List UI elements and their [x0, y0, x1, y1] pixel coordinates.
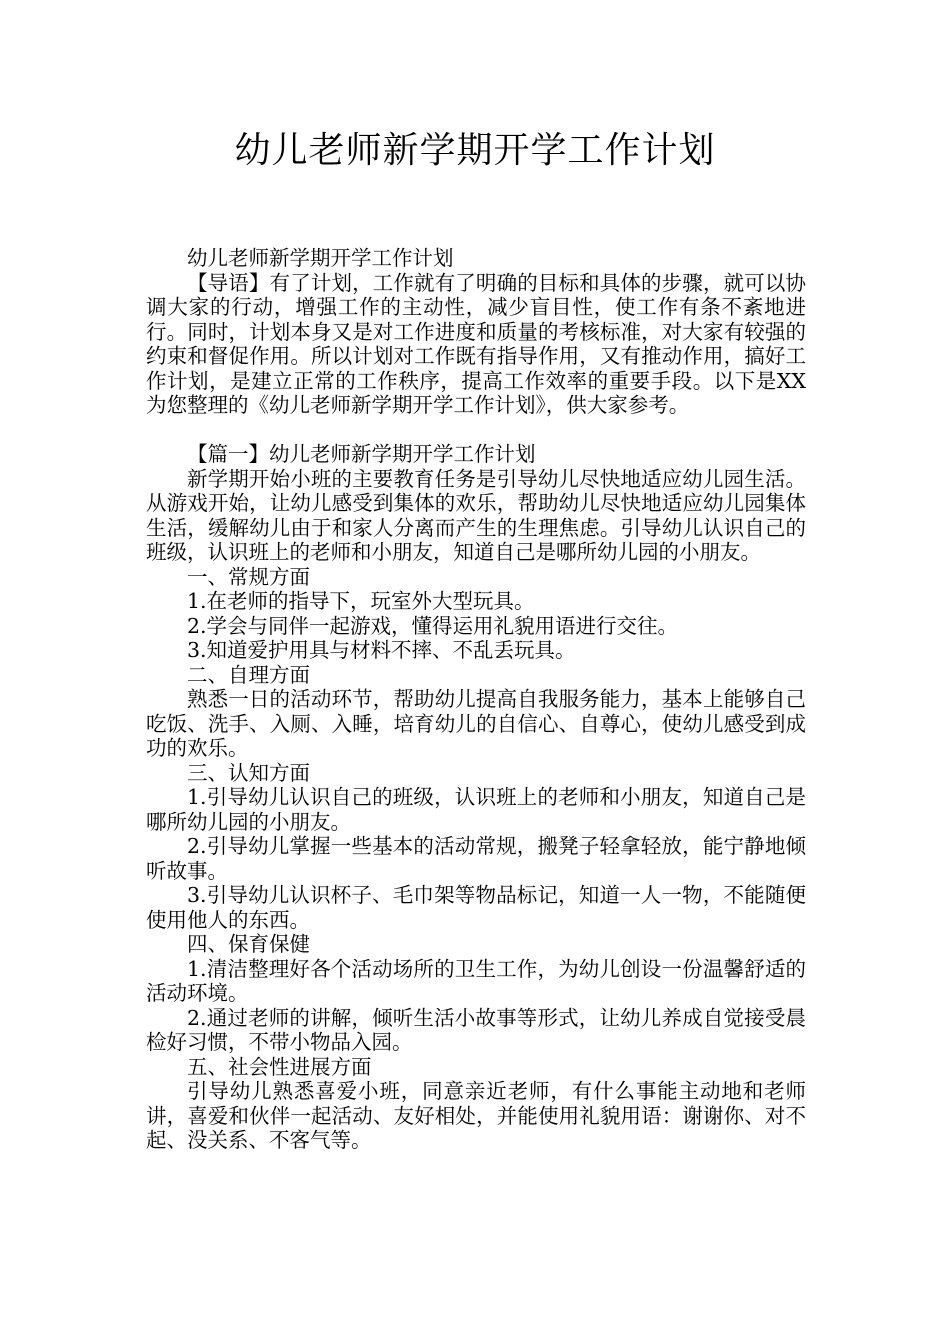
body-paragraph: 熟悉一日的活动环节，帮助幼儿提高自我服务能力，基本上能够自己吃饭、洗手、入厕、入睡，培育幼儿的自信心、自尊心，使幼儿感受到成功的欢乐。	[146, 687, 806, 760]
list-item: 3.引导幼儿认识杯子、毛巾架等物品标记，知道一人一物，不能随便使用他人的东西。	[146, 883, 806, 932]
document-body	[146, 246, 806, 1153]
document-title: 幼儿老师新学期开学工作计划	[234, 130, 716, 171]
list-item: 3.知道爱护用具与材料不摔、不乱丢玩具。	[187, 638, 576, 662]
list-item: 2.引导幼儿掌握一些基本的活动常规，搬凳子轻拿轻放，能宁静地倾听故事。	[146, 834, 806, 883]
section-heading: 二、自理方面	[187, 662, 310, 687]
section-heading: 【篇一】幼儿老师新学期开学工作计划	[187, 442, 536, 466]
section-heading: 四、保育保健	[187, 932, 310, 956]
paragraph-gap	[146, 418, 806, 443]
subtitle-paragraph: 幼儿老师新学期开学工作计划	[187, 246, 454, 270]
section-heading: 五、社会性进展方面	[187, 1054, 372, 1079]
body-paragraph: 引导幼儿熟悉喜爱小班，同意亲近老师，有什么事能主动地和老师讲，喜爱和伙伴一起活动、友好相处，并能使用礼貌用语：谢谢你、对不起、没关系、不客气等。	[146, 1079, 806, 1152]
section-heading: 一、常规方面	[187, 564, 310, 589]
list-item: 1.在老师的指导下，玩室外大型玩具。	[187, 589, 535, 613]
list-item: 1.引导幼儿认识自己的班级，认识班上的老师和小朋友，知道自己是哪所幼儿园的小朋友。	[146, 785, 806, 834]
list-item: 2.学会与同伴一起游戏，懂得运用礼貌用语进行交往。	[187, 613, 679, 638]
section-heading: 三、认知方面	[187, 760, 310, 785]
list-item: 2.通过老师的讲解，倾听生活小故事等形式，让幼儿养成自觉接受晨检好习惯，不带小物品入园。	[146, 1005, 806, 1054]
list-item: 1.清洁整理好各个活动场所的卫生工作，为幼儿创设一份温馨舒适的活动环境。	[146, 956, 806, 1005]
intro-paragraph: 【导语】有了计划，工作就有了明确的目标和具体的步骤，就可以协调大家的行动，增强工作的主动性，减少盲目性，使工作有条不紊地进行。同时，计划本身又是对工作进度和质量的考核标准，对大家有较强的约束和督促作用。所以计划对工作既有指导作用，又有推动作用，搞好工作计划，是建立正常的工作秩序，提高工作效率的重要手段。以下是XX为您整理的《幼儿老师新学期开学工作计划》，供大家参考。	[146, 270, 806, 417]
body-paragraph: 新学期开始小班的主要教育任务是引导幼儿尽快地适应幼儿园生活。从游戏开始，让幼儿感受到集体的欢乐，帮助幼儿尽快地适应幼儿园集体生活，缓解幼儿由于和家人分离而产生的生理焦虑。引导幼儿认识自己的班级，认识班上的老师和小朋友，知道自己是哪所幼儿园的小朋友。	[146, 466, 806, 564]
